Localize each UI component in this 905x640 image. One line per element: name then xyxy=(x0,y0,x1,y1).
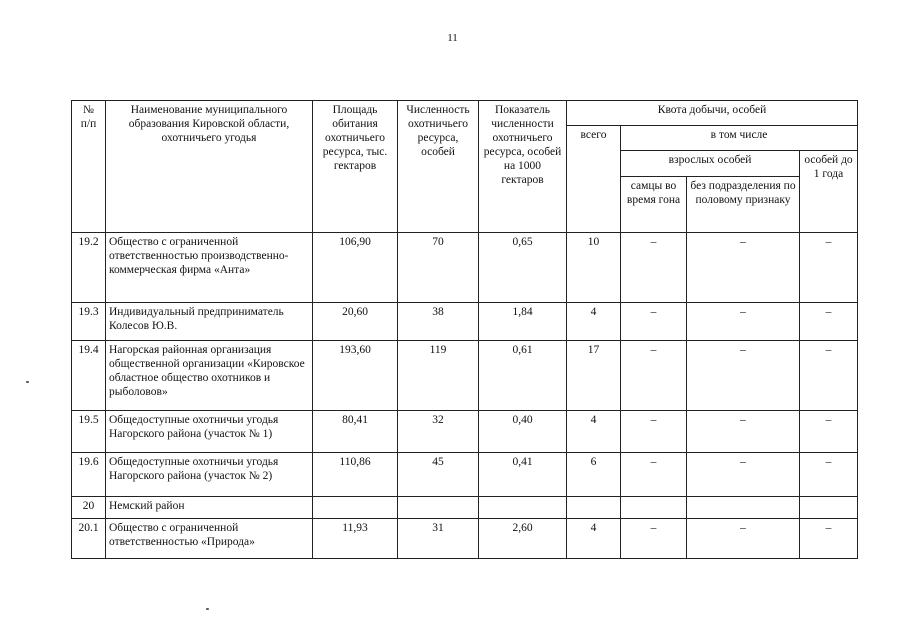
header-adults: взрослых особей xyxy=(621,151,800,177)
row-name: Общедоступные охотничьи угодья Нагорского района (участок № 2) xyxy=(106,453,313,497)
row-density: 0,61 xyxy=(479,341,567,411)
table-row xyxy=(72,411,858,453)
row-males: – xyxy=(621,341,687,411)
row-name: Нагорская районная организация общественной организации «Кировское областное общество охотников и рыболовов» xyxy=(106,341,313,411)
quota-table xyxy=(71,100,858,559)
row-males: – xyxy=(621,453,687,497)
row-density: 0,65 xyxy=(479,233,567,303)
district-name: Немский район xyxy=(106,497,313,519)
row-name: Общество с ограниченной ответственностью производственно-коммерческая фирма «Анта» xyxy=(106,233,313,303)
row-undivided: – xyxy=(687,303,800,341)
header-males: самцы во время гона xyxy=(621,177,687,233)
row-total: 4 xyxy=(567,303,621,341)
header-total: всего xyxy=(567,126,621,233)
row-area: 20,60 xyxy=(313,303,398,341)
row-young: – xyxy=(800,303,858,341)
row-num: 19.3 xyxy=(72,303,106,341)
row-males: – xyxy=(621,233,687,303)
row-total: 6 xyxy=(567,453,621,497)
row-young: – xyxy=(800,233,858,303)
row-name: Общедоступные охотничьи угодья Нагорского района (участок № 1) xyxy=(106,411,313,453)
row-total: 4 xyxy=(567,411,621,453)
row-young: – xyxy=(800,411,858,453)
row-count: 70 xyxy=(398,233,479,303)
table-row xyxy=(72,341,858,411)
row-num: 20.1 xyxy=(72,519,106,559)
scan-speck xyxy=(26,381,29,383)
row-name: Индивидуальный предприниматель Колесов Ю.В. xyxy=(106,303,313,341)
row-count: 45 xyxy=(398,453,479,497)
row-count: 119 xyxy=(398,341,479,411)
row-young: – xyxy=(800,341,858,411)
row-density: 1,84 xyxy=(479,303,567,341)
row-total: 4 xyxy=(567,519,621,559)
row-males: – xyxy=(621,411,687,453)
row-area: 106,90 xyxy=(313,233,398,303)
row-undivided: – xyxy=(687,411,800,453)
row-undivided: – xyxy=(687,453,800,497)
row-name: Общество с ограниченной ответственностью «Природа» xyxy=(106,519,313,559)
district-row xyxy=(72,497,858,519)
header-count: Численность охотничьего ресурса, особей xyxy=(398,101,479,233)
row-undivided: – xyxy=(687,519,800,559)
row-males: – xyxy=(621,303,687,341)
header-quota: Квота добычи, особей xyxy=(567,101,858,126)
table-row xyxy=(72,519,858,559)
row-young: – xyxy=(800,453,858,497)
row-area: 110,86 xyxy=(313,453,398,497)
row-num: 19.2 xyxy=(72,233,106,303)
header-density: Показатель численности охотничьего ресурса, особей на 1000 гектаров xyxy=(479,101,567,233)
row-count: 31 xyxy=(398,519,479,559)
district-num: 20 xyxy=(72,497,106,519)
row-undivided: – xyxy=(687,233,800,303)
row-density: 2,60 xyxy=(479,519,567,559)
header-area: Площадь обитания охотничьего ресурса, тыс. гектаров xyxy=(313,101,398,233)
row-area: 11,93 xyxy=(313,519,398,559)
row-young: – xyxy=(800,519,858,559)
table-row xyxy=(72,453,858,497)
row-num: 19.4 xyxy=(72,341,106,411)
row-count: 32 xyxy=(398,411,479,453)
row-total: 10 xyxy=(567,233,621,303)
page-number: 11 xyxy=(447,32,458,44)
row-area: 80,41 xyxy=(313,411,398,453)
header-undivided: без подразделения по половому признаку xyxy=(687,177,800,233)
row-density: 0,40 xyxy=(479,411,567,453)
header-young: особей до 1 года xyxy=(800,151,858,233)
header-name: Наименование муниципального образования Кировской области, охотничьего угодья xyxy=(106,101,313,233)
row-num: 19.6 xyxy=(72,453,106,497)
row-males: – xyxy=(621,519,687,559)
row-area: 193,60 xyxy=(313,341,398,411)
row-total: 17 xyxy=(567,341,621,411)
row-undivided: – xyxy=(687,341,800,411)
scan-speck xyxy=(206,608,209,610)
row-density: 0,41 xyxy=(479,453,567,497)
row-num: 19.5 xyxy=(72,411,106,453)
table-row xyxy=(72,233,858,303)
table-row xyxy=(72,303,858,341)
header-including: в том числе xyxy=(621,126,858,151)
row-count: 38 xyxy=(398,303,479,341)
header-num: № п/п xyxy=(72,101,106,233)
